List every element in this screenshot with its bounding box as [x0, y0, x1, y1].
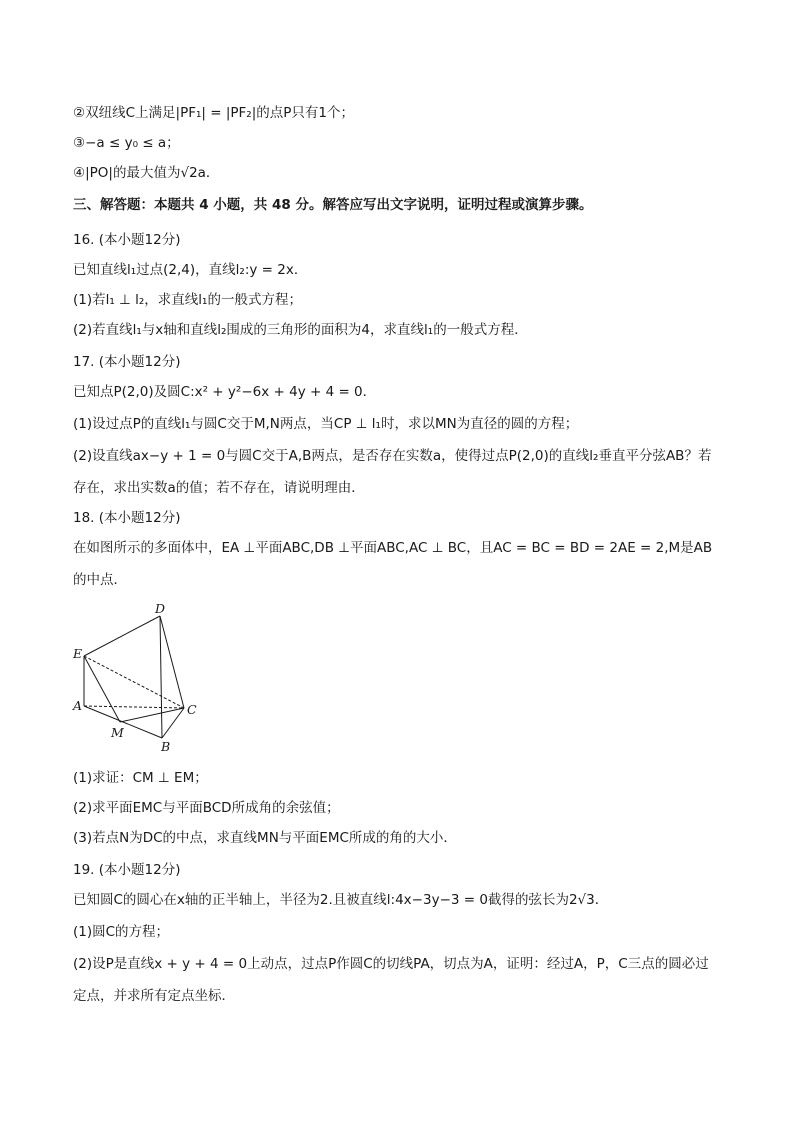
edge-AC: [84, 706, 184, 708]
label-D: D: [155, 601, 166, 616]
edge-DC: [160, 616, 184, 708]
problem-19-part-2: (2)设P是直线x + y + 4 = 0上动点，过点P作圆C的切线PA，切点为A，证明：经过A，P，C三点的圆必过: [73, 956, 709, 972]
problem-18-stem-cont: 的中点．: [73, 572, 127, 588]
problem-18-header: 18. (本小题12分): [73, 510, 181, 526]
statement-4: ④|PO|的最大值为√2a．: [73, 165, 220, 181]
problem-17-part-2: (2)设直线ax−y + 1 = 0与圆C交于A,B两点，是否存在实数a，使得过点P(2,0)的直线l₂垂直平分弦AB？若: [73, 448, 712, 464]
statement-3: ③−a ≤ y₀ ≤ a；: [73, 135, 180, 151]
edge-MC: [120, 708, 184, 722]
label-M: M: [111, 725, 124, 740]
problem-19-part-1: (1)圆C的方程；: [73, 924, 170, 940]
label-E: E: [73, 646, 83, 661]
problem-16-part-2: (2)若直线l₁与x轴和直线l₂围成的三角形的面积为4，求直线l₁的一般式方程．: [73, 322, 528, 338]
problem-17-part-1: (1)设过点P的直线l₁与圆C交于M,N两点，当CP ⊥ l₁时，求以MN为直径的圆的方程；: [73, 416, 579, 432]
problem-16-stem: 已知直线l₁过点(2,4)，直线l₂:y = 2x．: [73, 262, 308, 278]
statement-2: ②双纽线C上满足|PF₁| = |PF₂|的点P只有1个；: [73, 105, 354, 121]
problem-17-header: 17. (本小题12分): [73, 354, 181, 370]
edge-DB: [160, 616, 162, 738]
edge-DE: [84, 616, 160, 656]
problem-18-part-2: (2)求平面EMC与平面BCD所成角的余弦值；: [73, 800, 340, 816]
label-C: C: [187, 702, 197, 717]
edge-EC: [84, 656, 184, 708]
problem-18-part-1: (1)求证：CM ⊥ EM；: [73, 770, 208, 786]
label-B: B: [161, 739, 171, 754]
problem-18-stem: 在如图所示的多面体中，EA ⊥平面ABC,DB ⊥平面ABC,AC ⊥ BC，且AC = BC = BD = 2AE = 2,M是AB: [73, 540, 713, 556]
problem-18-part-3: (3)若点N为DC的中点，求直线MN与平面EMC所成的角的大小．: [73, 830, 457, 846]
problem-19-stem: 已知圆C的圆心在x轴的正半轴上，半径为2.且被直线l:4x−3y−3 = 0截得的弦长为2√3．: [73, 892, 609, 908]
polyhedron-figure: [70, 598, 210, 756]
label-A: A: [73, 698, 83, 713]
problem-17-part-2-cont: 存在，求出实数a的值；若不存在，请说明理由．: [73, 480, 365, 496]
problem-17-stem: 已知点P(2,0)及圆C:x² + y²−6x + 4y + 4 = 0．: [73, 384, 377, 400]
section-heading: 三、解答题：本题共 4 小题，共 48 分。解答应写出文字说明，证明过程或演算步骤。: [73, 197, 593, 213]
problem-19-header: 19. (本小题12分): [73, 862, 181, 878]
problem-16-part-1: (1)若l₁ ⊥ l₂，求直线l₁的一般式方程；: [73, 292, 302, 308]
problem-19-part-2-cont: 定点，并求所有定点坐标．: [73, 988, 235, 1004]
problem-16-header: 16. (本小题12分): [73, 232, 181, 248]
